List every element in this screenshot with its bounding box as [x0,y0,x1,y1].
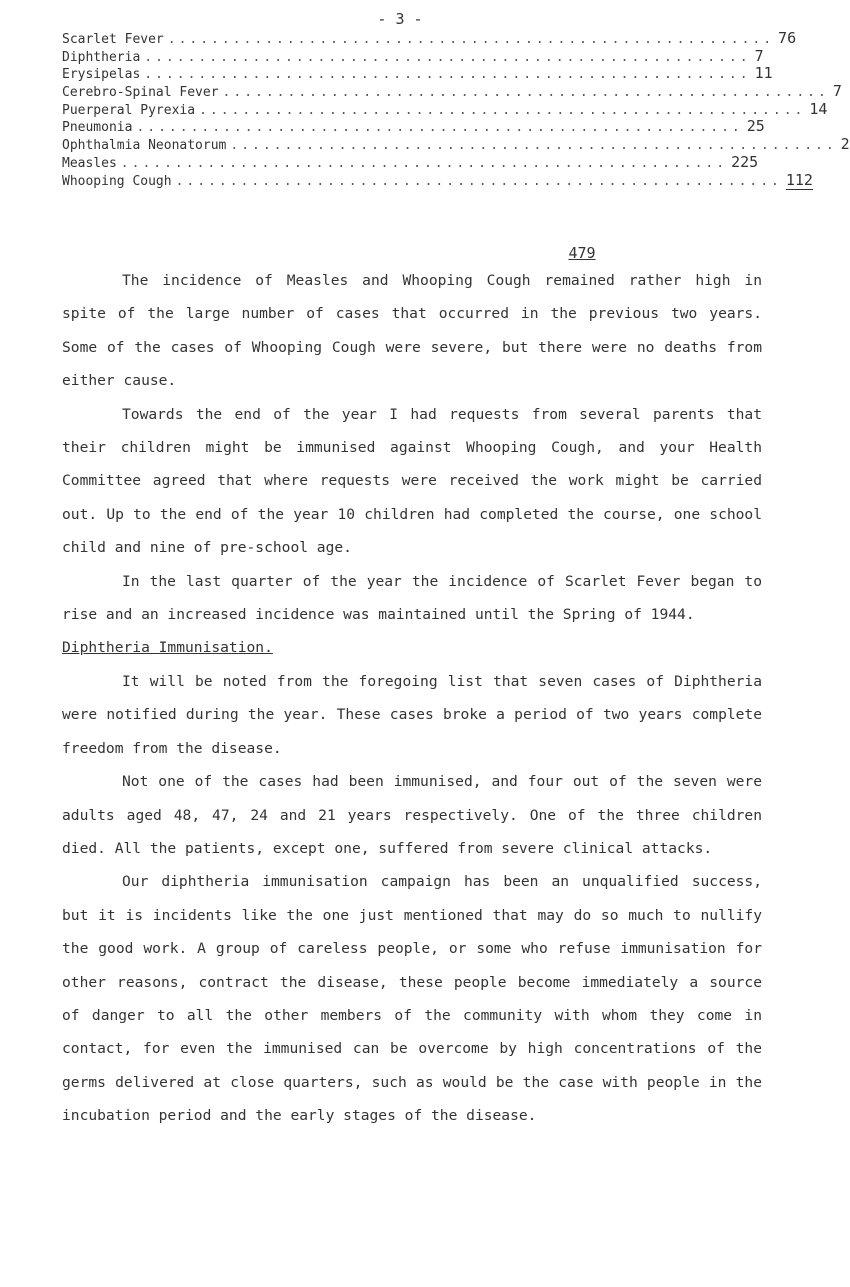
dot-leader: ........................................................ [144,49,751,65]
list-item [62,117,765,136]
disease-name: Pneumonia [62,120,133,136]
list-item [62,170,813,190]
list-item [62,135,850,154]
paragraph-measles-whooping-cough: The incidence of Measles and Whooping Cough remained rather high in spite of the large number of cases that occurred in the previous two years. Some of the cases of Whooping Cough were severe, but there were no deaths from either cause. [62,272,762,390]
disease-name: Diphtheria [62,49,141,65]
paragraph-immunisation-requests: Towards the end of the year I had requests from several parents that their children might be immunised against Whooping Cough, and your Health Committee agreed that where requests were received the work might be carried out. Up to the end of the year 10 children had completed the course, one school child and nine of pre-school age. [62,405,762,557]
paragraph-diphtheria-patients: Not one of the cases had been immunised, and four out of the seven were adults aged 48, 47, 24 and 21 years respectively. One of the three children died. All the patients, except one, suffered from severe clinical attacks. [62,773,762,857]
disease-count: 11 [754,64,773,83]
dot-leader: ........................................................ [222,85,829,101]
report-body [62,264,762,1133]
disease-count: 112 [785,170,813,189]
disease-name: Ophthalmia Neonatorum [62,138,227,154]
dot-leader: ........................................................ [136,120,743,136]
disease-count: 7 [754,46,764,65]
disease-notification-list [62,29,850,189]
disease-count: 25 [746,117,765,136]
dot-leader: ........................................................ [167,32,775,47]
disease-count: 76 [778,29,797,47]
page-number: - 3 - [377,10,423,28]
disease-name: Puerperal Pyrexia [62,102,196,118]
paragraph-immunisation-campaign: Our diphtheria immunisation campaign has been an unqualified success, but it is incidents like the one just mentioned that may do so much to nullify the good work. A group of careless people, or some who refuse immunisation for other reasons, contract the disease, these people become immediately a source of danger to all the other members of the community with whom they come in contact, for even the immunised can be overcome by high concentrations of the germs delivered at close quarters, such as would be the case with people in the incubation period and the early stages of the disease. [62,873,762,1125]
disease-count: 14 [809,99,828,118]
dot-leader: ........................................................ [230,138,837,154]
section-heading: Diphtheria Immunisation. [62,639,273,657]
paragraph-diphtheria-cases: It will be noted from the foregoing list that seven cases of Diphtheria were notified during the year. These cases broke a period of two years complete freedom from the disease. [62,672,762,757]
paragraph-scarlet-fever: In the last quarter of the year the incidence of Scarlet Fever began to rise and an increased incidence was maintained until the Spring of 1944. [62,572,762,624]
list-item [62,152,759,172]
dot-leader: ........................................................ [175,173,782,189]
disease-name: Erysipelas [62,67,141,83]
list-item [62,99,828,119]
dot-leader: ........................................................ [120,155,728,171]
disease-name: Scarlet Fever [62,32,164,47]
list-item [62,46,764,66]
disease-name: Cerebro-Spinal Fever [62,85,219,101]
disease-name: Whooping Cough [62,173,172,189]
list-item [62,29,797,48]
dot-leader: ........................................................ [144,67,751,83]
list-item [62,64,773,83]
disease-count: 2 [840,135,850,154]
disease-count: 225 [731,152,759,171]
disease-name: Measles [62,155,117,171]
disease-count: 7 [832,82,842,101]
list-item [62,82,842,101]
total-count: 479 [568,244,596,262]
dot-leader: ........................................................ [199,102,806,118]
